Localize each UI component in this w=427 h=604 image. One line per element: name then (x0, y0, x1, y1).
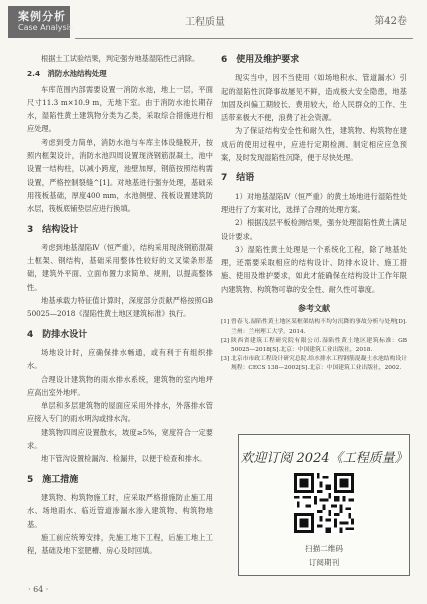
paragraph: 现实当中，因不当使用（如场地积水、管道漏水）引起的湿陷性沉降事故屡见不鲜，造成极大安全隐患，地基加固及纠偏工期较长、费用较大，给人民群众的工作、生活带来极大不便，浪费了社会资源。 (221, 73, 407, 123)
paragraph: 3）湿陷性黄土处理是一个系统化工程，除了地基处理，还需要采取相应的结构设计、防排水设计、施工措施、使用及维护要求，如此才能确保在结构设计工作年限内建筑物、构筑物可靠的安全性、耐久性可靠度。 (221, 244, 407, 294)
journal-name: 工程质量 (185, 17, 225, 28)
references-list (221, 318, 407, 373)
ad-subscribe-text: 订阅期刊 (308, 558, 340, 567)
ad-scan-text: 扫描二维码 (305, 544, 343, 553)
heading-4: 4 防排水设计 (27, 329, 88, 340)
section-title: 案例分析 (18, 10, 66, 23)
header-rule (75, 38, 413, 39)
paragraph: 2）根据浅层平板检测结果，强夯处理湿陷性黄土满足设计要求。 (221, 218, 407, 241)
paragraph: 为了保证结构安全性和耐久性，建筑物、构筑物在建成后的使用过程中，应进行定期检测、制定相应应急预案，及时发现湿陷性沉降，便于尽快处理。 (221, 126, 407, 163)
heading-2-4: 2.4 消防水池结构处理 (27, 69, 107, 79)
reference-item: [2] 陕西省建筑工程研究院有限公司.湿陷性黄土地区建筑标准：GB 50025—2018[S].北京：中国建筑工业出版社，2018. (221, 337, 407, 353)
paragraph: 单层和多层建筑物的屋面应采用外排水，外落排水管应接入专门的雨水明沟或排水沟。 (27, 401, 213, 424)
paragraph: 合理设计建筑物的雨水排水系统，建筑物的室内地坪应高出室外地坪。 (27, 374, 213, 397)
heading-7: 7 结语 (221, 173, 255, 184)
paragraph: 1）对地基湿陷Ⅳ（恒严重）的黄土场地进行湿陷性处理进行了方案对比，选择了合理的处理方案。 (221, 191, 407, 214)
intro-paragraph: 根据土工试验结果，判定强夯地基湿陷性已消除。 (41, 54, 200, 63)
page-number: · 64 · (28, 585, 49, 594)
reference-item: [3] 北京市市政工程设计研究总院.给水排水工程钢筋混凝土水池结构设计规程：CECS 138—2002[S].北京：中国建筑工业出版社，2002. (221, 356, 407, 372)
left-column (27, 52, 213, 557)
paragraph: 建筑物四周应设置散水，坡度≥5%，宽度符合一定要求。 (27, 427, 213, 451)
paragraph: 建筑物、构筑物施工时，应采取严格措施防止施工用水、场地雨水、临近管道渗漏水渗入建筑物、构筑物地基。 (27, 492, 213, 529)
reference-item: [1] 曾春飞.湿陷性黄土地区某框架结构不均匀沉降的事故分析与处理[D].兰州：兰州理工大学，2014. (221, 319, 407, 335)
paragraph: 地下管沟设置检漏沟、检漏井，以便于检查和排水。 (41, 454, 207, 464)
section-subtitle: Case Analysis (18, 23, 74, 32)
paragraph: 车库范围内部需要设置一消防水池，地上一层，平面尺寸11.3 m×10.9 m，无地下室。由于消防水池长期存水，湿陷性黄土建筑物分类为乙类，采取综合措施进行相应处理。 (27, 84, 213, 134)
subscription-ad (238, 434, 410, 576)
paragraph: 考虑到受力简单，消防水池与车库主体设缝脱开，按照内框架设计，消防水池四周设置现浇钢筋混凝土，池中设置一结构柱，以减小跨度，池壁加厚，钢筋按照结构需设置，严格控制裂缝^[1]。对地基进行强夯处理，基础采用筏板基础，厚度400 mm，水池侧壁、筏板设置建筑防水层，筏板底铺垫层应进行换填。 (27, 137, 213, 214)
qr-code-icon[interactable] (294, 473, 354, 533)
ad-title: 欢迎订阅 2024《工程质量》 (240, 451, 408, 466)
heading-5: 5 施工措施 (27, 474, 79, 485)
paragraph: 场地设计时，应确保排水畅通，或有利于有组织排水。 (27, 347, 213, 371)
references-title: 参考文献 (298, 304, 330, 314)
right-column (221, 52, 407, 374)
heading-3: 3 结构设计 (27, 224, 79, 235)
paragraph: 考虑到地基湿陷Ⅳ（恒严重），结构采用现浇钢筋混凝土框架、钢结构，基础采用整体性较好的文叉梁条形基础，建筑外平面、立面布置力求简单、规则，以提高整体性。 (27, 242, 213, 292)
volume-number: 第42卷 (374, 16, 407, 27)
paragraph: 施工前应统筹安排，先施工地下工程，后施工地上工程，基础及地下室肥槽、房心及时回填。 (27, 532, 213, 556)
paragraph: 地基承载力特征值计算时，深度部分贡献严格按照GB 50025—2018《湿陷性黄土地区建筑标准》执行。 (27, 296, 213, 319)
heading-6: 6 使用及维护要求 (221, 55, 300, 65)
page-header (0, 0, 427, 44)
